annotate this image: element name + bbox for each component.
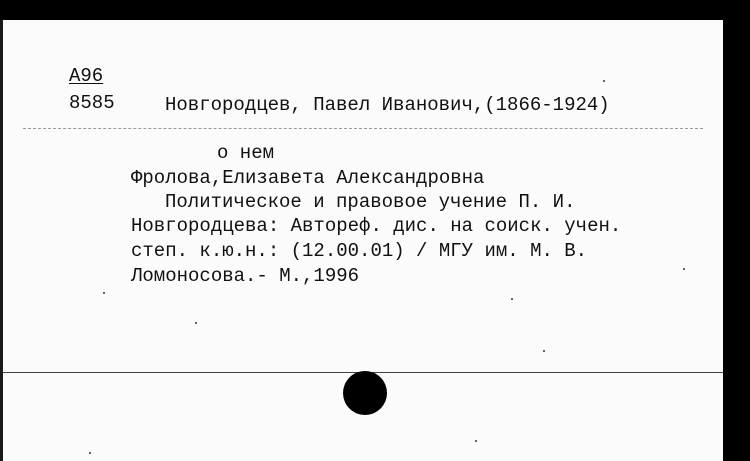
speck (89, 452, 91, 454)
description-line: степ. к.ю.н.: (12.00.01) / МГУ им. М. В. (131, 240, 588, 262)
shelf-mark: A96 (69, 65, 104, 87)
punch-hole (343, 371, 387, 415)
speck (103, 292, 105, 294)
description-line: Ломоносова.- М.,1996 (131, 265, 360, 287)
catalog-card (0, 20, 723, 461)
speck (511, 298, 513, 300)
heading-name: Новгородцев, Павел Иванович,(1866-1924) (165, 94, 610, 116)
speck (195, 322, 197, 324)
speck (475, 440, 477, 442)
speck (683, 268, 685, 270)
inventory-number: 8585 (69, 92, 115, 114)
description-line: Новгородцева: Автореф. дис. на соиск. учен. (131, 215, 622, 237)
subject-note: о нем (217, 142, 275, 164)
description-line: Политическое и правовое учение П. И. (165, 191, 576, 213)
author-name: Фролова,Елизавета Александровна (131, 167, 485, 189)
speck (543, 350, 545, 352)
dotted-line (23, 128, 703, 129)
speck (603, 80, 605, 82)
